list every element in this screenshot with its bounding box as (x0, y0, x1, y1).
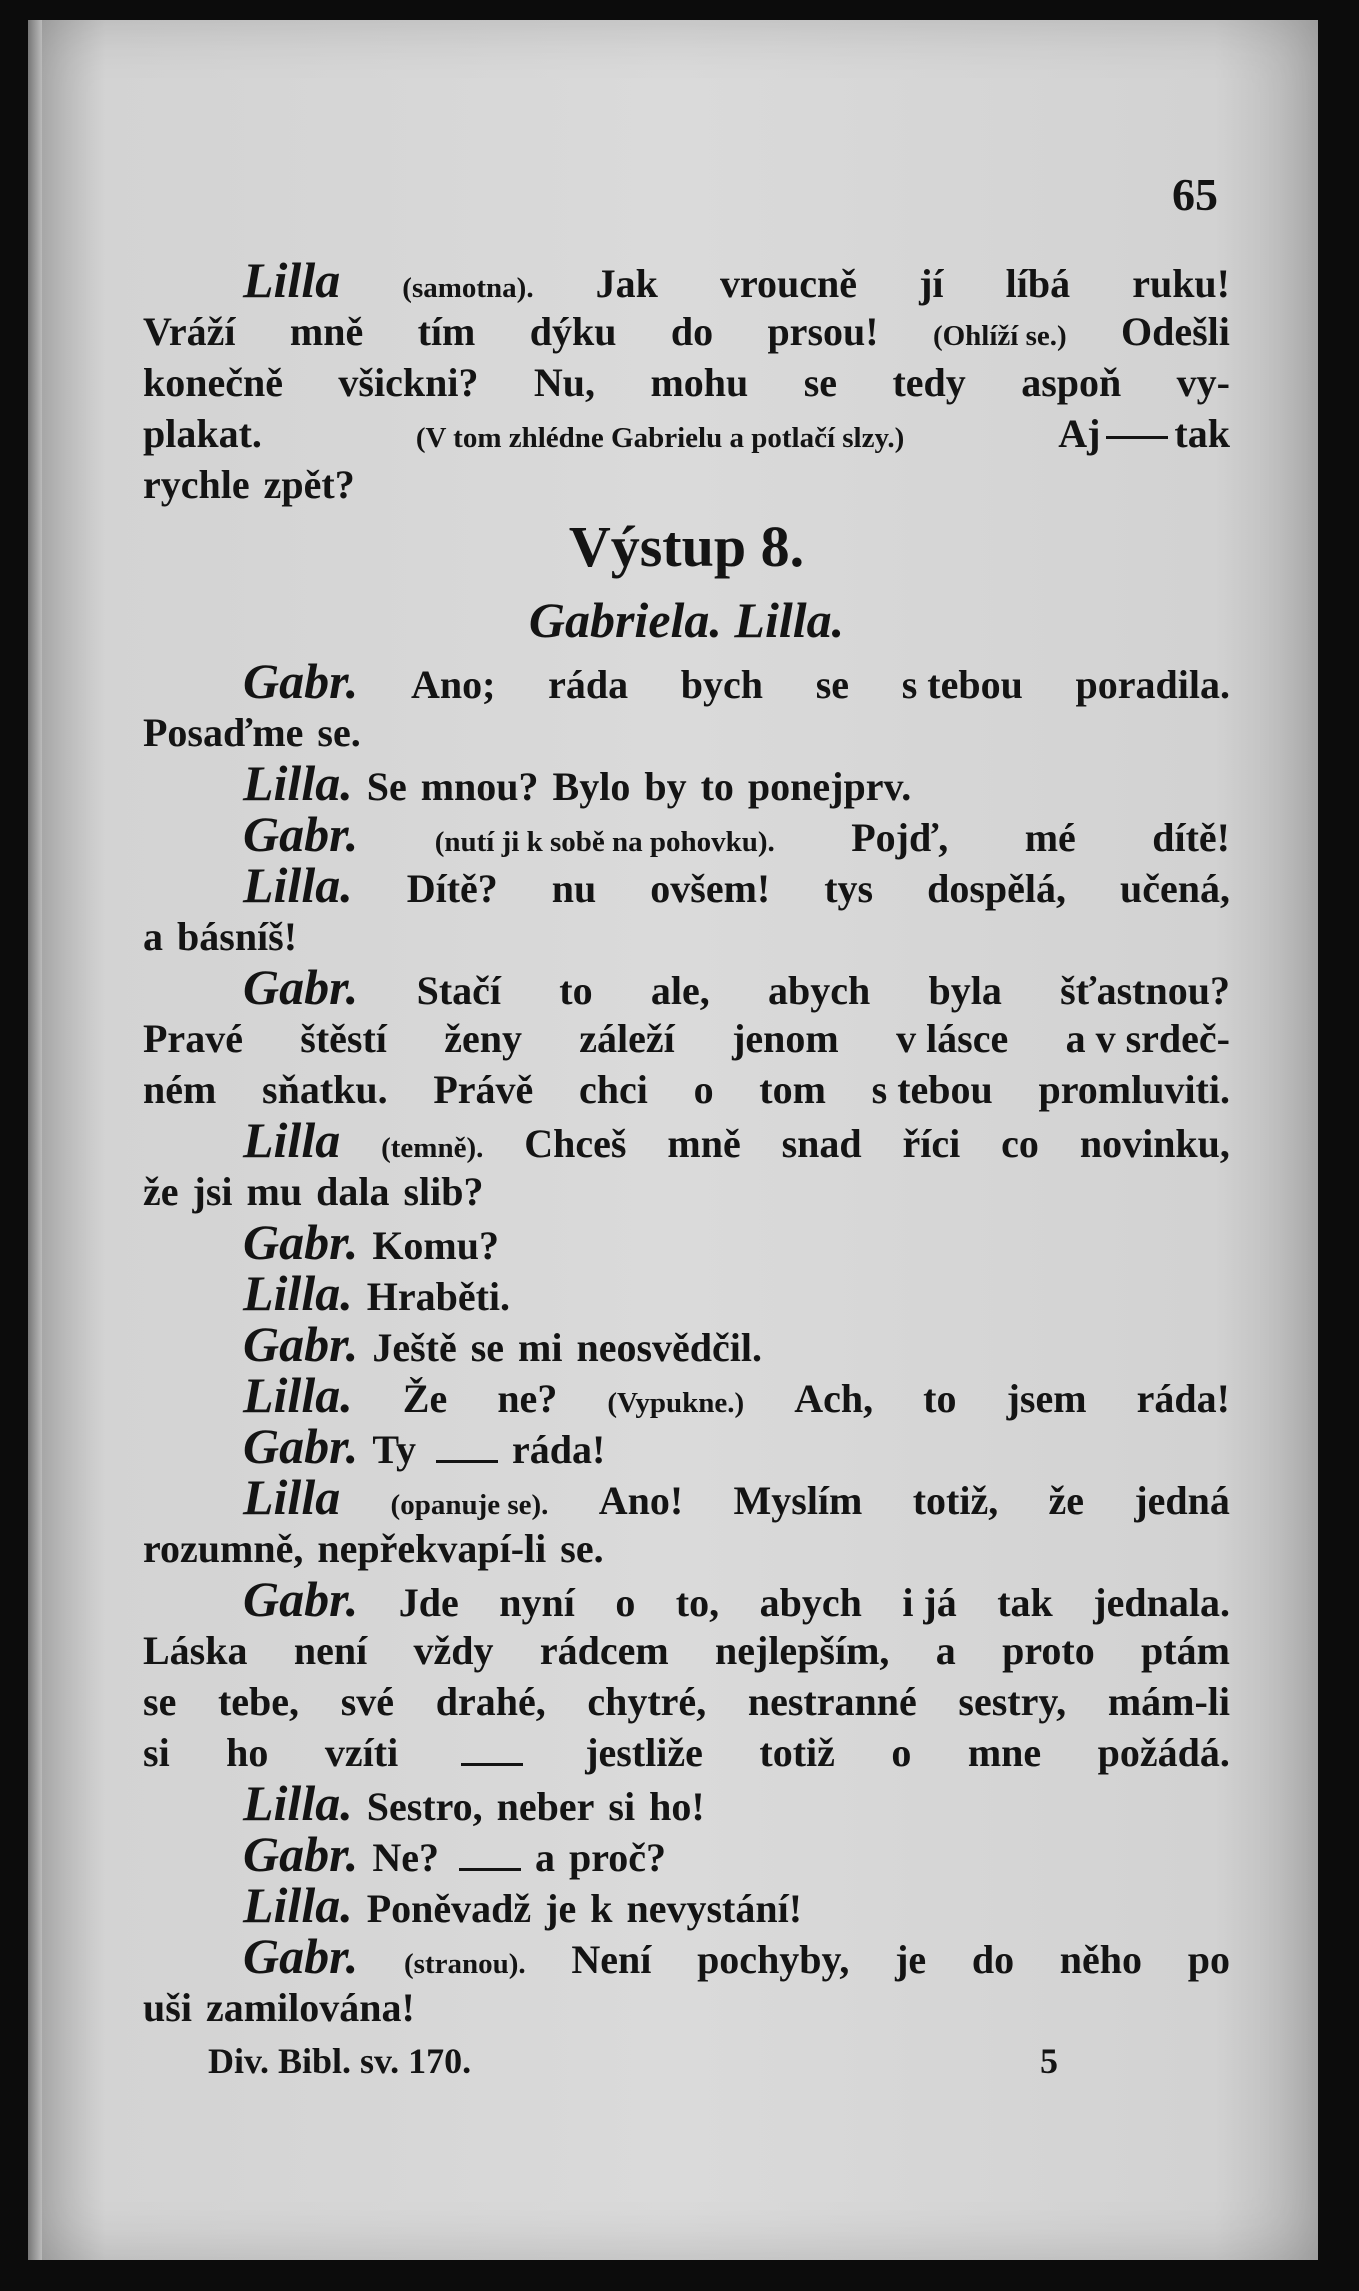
text-line (143, 1316, 1230, 1372)
word: jedná (1134, 1478, 1230, 1523)
word: co (1001, 1121, 1039, 1166)
word: vy- (1176, 360, 1230, 405)
scene-heading: Výstup 8. (568, 514, 805, 579)
word: nestranné (747, 1679, 917, 1724)
word: a v srdeč- (1065, 1016, 1230, 1061)
word: ruku! (1132, 261, 1230, 306)
word: Ach, (794, 1376, 874, 1421)
word: své (340, 1679, 395, 1724)
word: šťastnou? (1060, 968, 1230, 1013)
word: rozumně, (143, 1526, 304, 1571)
word: učená, (1120, 866, 1230, 911)
word: Ano; (410, 662, 496, 707)
word: se (815, 662, 850, 707)
text-line (143, 1064, 1230, 1115)
em-dash (436, 1460, 498, 1463)
word: chytré, (587, 1679, 707, 1724)
word: totiž (759, 1730, 835, 1775)
word: Odešli (1121, 309, 1230, 354)
word: Právě (433, 1067, 534, 1112)
word: mnou? (420, 764, 539, 809)
text-line (143, 806, 1230, 862)
word: proč? (568, 1835, 666, 1880)
stage-direction: (V tom zhlédne Gabrielu a potlačí slzy.) (415, 422, 905, 454)
word: to, (675, 1580, 720, 1625)
text-line (143, 857, 1230, 913)
em-dash (1106, 436, 1168, 439)
word: nyní (499, 1580, 575, 1625)
speaker-name: Lilla (243, 1112, 341, 1168)
word: nu (551, 866, 597, 911)
word: Hraběti. (366, 1274, 511, 1319)
text-line (143, 459, 1230, 510)
word: není (293, 1628, 368, 1673)
word: snad (781, 1121, 862, 1166)
word: sňatku. (262, 1067, 388, 1112)
text-line (143, 1166, 1230, 1217)
speaker-name: Gabr. (243, 653, 359, 709)
word: Ano! (598, 1478, 684, 1523)
word: dýku (529, 309, 617, 354)
word: do (971, 1937, 1015, 1982)
word: Poněvadž (366, 1886, 532, 1931)
word: bych (680, 662, 764, 707)
word: mé (1024, 815, 1076, 860)
word: jí (919, 261, 944, 306)
word: promluviti. (1038, 1067, 1230, 1112)
word: vzíti (324, 1730, 399, 1775)
word: Myslím (733, 1478, 863, 1523)
word: ženy (444, 1016, 522, 1061)
word: Ty (372, 1427, 417, 1472)
word: si (143, 1730, 170, 1775)
word: sestry, (958, 1679, 1067, 1724)
word: Bylo (552, 764, 631, 809)
word: mně (289, 309, 364, 354)
word: i já (902, 1580, 957, 1625)
word: a (534, 1835, 555, 1880)
word: poradila. (1075, 662, 1230, 707)
text-line (143, 1982, 1230, 2033)
stage-direction: (Ohlíží se.) (932, 320, 1067, 352)
word: o (693, 1067, 714, 1112)
word: do (670, 309, 714, 354)
word: mne (967, 1730, 1042, 1775)
word: záleží (579, 1016, 675, 1061)
word: to (700, 764, 734, 809)
word: chci (579, 1067, 648, 1112)
page-text (143, 252, 1230, 2033)
speaker-name: Lilla. (243, 857, 353, 913)
word: ponejprv. (747, 764, 912, 809)
text-line (143, 1265, 1230, 1321)
word: ovšem! (650, 866, 771, 911)
text-line (143, 1523, 1230, 1574)
signature-mark: Div. Bibl. sv. 170. (208, 2041, 472, 2081)
word: to (923, 1376, 957, 1421)
word: jsem (1006, 1376, 1087, 1421)
word: Jde (398, 1580, 459, 1625)
stage-direction: (opanuje se). (390, 1489, 549, 1521)
speaker-name: Lilla (243, 1469, 341, 1525)
word: Pojď, (851, 815, 949, 860)
speaker-name: Lilla. (243, 1265, 353, 1321)
word: jenom (732, 1016, 839, 1061)
word: Aj tak (1058, 411, 1230, 456)
page-edge-shadow (28, 20, 42, 2260)
word: tom (759, 1067, 826, 1112)
word: plakat. (143, 411, 262, 456)
word: Není (571, 1937, 652, 1982)
text-line (143, 1214, 1230, 1270)
word: ráda (548, 662, 629, 707)
word: konečně (143, 360, 283, 405)
page-footer (208, 2040, 1058, 2082)
word: Stačí (416, 968, 502, 1013)
text-line (143, 911, 1230, 962)
word: je (895, 1937, 927, 1982)
stage-direction: (temně). (381, 1132, 484, 1164)
word: drahé, (435, 1679, 546, 1724)
word: jestliže (585, 1730, 703, 1775)
word: Vráží (143, 309, 236, 354)
text-line (143, 1775, 1230, 1831)
word: Sestro, (366, 1784, 483, 1829)
text-line (143, 1013, 1230, 1064)
speaker-name: Lilla. (243, 1367, 353, 1423)
speaker-name: Lilla. (243, 1877, 353, 1933)
word: v lásce (896, 1016, 1009, 1061)
word: říci (902, 1121, 961, 1166)
speaker-name: Gabr. (243, 1826, 359, 1882)
word: jednala. (1093, 1580, 1230, 1625)
text-line (143, 1727, 1230, 1778)
text-line (143, 1676, 1230, 1727)
word: dospělá, (927, 866, 1067, 911)
word: zpět? (263, 462, 355, 507)
text-line (143, 1367, 1230, 1423)
word: Posaďme (143, 710, 304, 755)
speaker-name: Gabr. (243, 1928, 359, 1984)
stage-direction: (stranou). (404, 1948, 526, 1980)
word: Ještě (372, 1325, 457, 1370)
word: ho (226, 1730, 269, 1775)
word: to (559, 968, 593, 1013)
word: Se (366, 764, 407, 809)
scene-characters: Gabriela. Lilla. (528, 592, 845, 648)
speaker-name: Lilla. (243, 755, 353, 811)
speaker-name: Lilla. (243, 1775, 353, 1831)
word: ráda! (512, 1427, 606, 1472)
text-line (143, 707, 1230, 758)
speaker-name: Lilla (243, 252, 341, 308)
word: ho! (649, 1784, 705, 1829)
word: s tebou (901, 662, 1023, 707)
word: tedy (892, 360, 966, 405)
word: že (143, 1169, 179, 1214)
word: ptám (1141, 1628, 1230, 1673)
speaker-name: Gabr. (243, 959, 359, 1015)
text-line (143, 1571, 1230, 1627)
em-dash (459, 1868, 521, 1871)
sheet-number: 5 (1040, 2041, 1058, 2081)
text-line (143, 1625, 1230, 1676)
word: o (891, 1730, 912, 1775)
word: Dítě? (406, 866, 498, 911)
word: byla (928, 968, 1002, 1013)
word: se (803, 360, 838, 405)
word: ráda! (1136, 1376, 1230, 1421)
word: tak (997, 1580, 1053, 1625)
word: k (590, 1886, 613, 1931)
word: mi (518, 1325, 563, 1370)
word: a (935, 1628, 956, 1673)
word: po (1187, 1937, 1230, 1982)
speaker-name: Gabr. (243, 1316, 359, 1372)
word: rychle (143, 462, 250, 507)
text-line (143, 1826, 1230, 1882)
speaker-name: Gabr. (243, 1214, 359, 1270)
word: totiž, (912, 1478, 999, 1523)
word: mohu (650, 360, 749, 405)
word: vždy (413, 1628, 494, 1673)
word: slib? (403, 1169, 484, 1214)
word: Ne? (372, 1835, 439, 1880)
text-line (143, 1877, 1230, 1933)
text-line (143, 306, 1230, 357)
word: ném (143, 1067, 217, 1112)
text-line (143, 755, 1230, 811)
speaker-name: Gabr. (243, 1571, 359, 1627)
word: a (143, 914, 163, 959)
word: pochyby, (697, 1937, 850, 1982)
speaker-name: Gabr. (243, 806, 359, 862)
word: se (143, 1679, 177, 1724)
word: mám-li (1107, 1679, 1230, 1724)
word: tys (824, 866, 874, 911)
word: nepřekvapí-li (317, 1526, 547, 1571)
word: si (608, 1784, 636, 1829)
stage-direction: (samotna). (402, 272, 534, 304)
text-line (143, 1469, 1230, 1525)
word: něho (1059, 1937, 1143, 1982)
word: neber (496, 1784, 595, 1829)
word: dítě! (1152, 815, 1230, 860)
word: líbá (1005, 261, 1071, 306)
word: o (615, 1580, 636, 1625)
speaker-name: Gabr. (243, 1418, 359, 1474)
stage-direction: (nutí ji k sobě na pohovku). (434, 826, 775, 858)
word: požádá. (1097, 1730, 1230, 1775)
word: ale, (650, 968, 710, 1013)
text-line (143, 1928, 1230, 1984)
word: Komu? (372, 1223, 499, 1268)
word: Nu, (533, 360, 596, 405)
text-line (143, 357, 1230, 408)
word: vroucně (720, 261, 858, 306)
word: Chceš (524, 1121, 627, 1166)
word: Jak (595, 261, 658, 306)
em-dash (461, 1763, 523, 1766)
word: novinku, (1079, 1121, 1230, 1166)
word: básníš! (177, 914, 298, 959)
word: zamilována! (205, 1985, 415, 2030)
stage-direction: (Vypukne.) (607, 1387, 745, 1419)
word: že (1048, 1478, 1085, 1523)
word: nejlepším, (715, 1628, 890, 1673)
word: Pravé (143, 1016, 243, 1061)
word: tím (417, 309, 476, 354)
word: ne? (497, 1376, 558, 1421)
word: neosvědčil. (576, 1325, 763, 1370)
word: rádcem (539, 1628, 669, 1673)
text-line (143, 252, 1230, 308)
word: Že (402, 1376, 448, 1421)
text-line (143, 1112, 1230, 1168)
word: prsou! (767, 309, 879, 354)
word: jsi (192, 1169, 233, 1214)
text-line (143, 653, 1230, 709)
word: aspoň (1021, 360, 1122, 405)
word: tebe, (217, 1679, 300, 1724)
word: se. (317, 710, 361, 755)
word: abych (759, 1580, 862, 1625)
page-number: 65 (1172, 169, 1218, 220)
word: mně (667, 1121, 741, 1166)
word: je (545, 1886, 577, 1931)
word: by (644, 764, 687, 809)
word: Láska (143, 1628, 248, 1673)
book-page (28, 20, 1318, 2260)
word: mu (246, 1169, 303, 1214)
word: nevystání! (626, 1886, 803, 1931)
word: dala (316, 1169, 390, 1214)
word: všickni? (338, 360, 479, 405)
word: se (470, 1325, 505, 1370)
word: uši (143, 1985, 192, 2030)
word: s tebou (871, 1067, 993, 1112)
text-line (143, 408, 1230, 459)
text-line (143, 959, 1230, 1015)
word: štěstí (300, 1016, 387, 1061)
word: proto (1002, 1628, 1095, 1673)
word: abych (768, 968, 871, 1013)
word: se. (560, 1526, 604, 1571)
